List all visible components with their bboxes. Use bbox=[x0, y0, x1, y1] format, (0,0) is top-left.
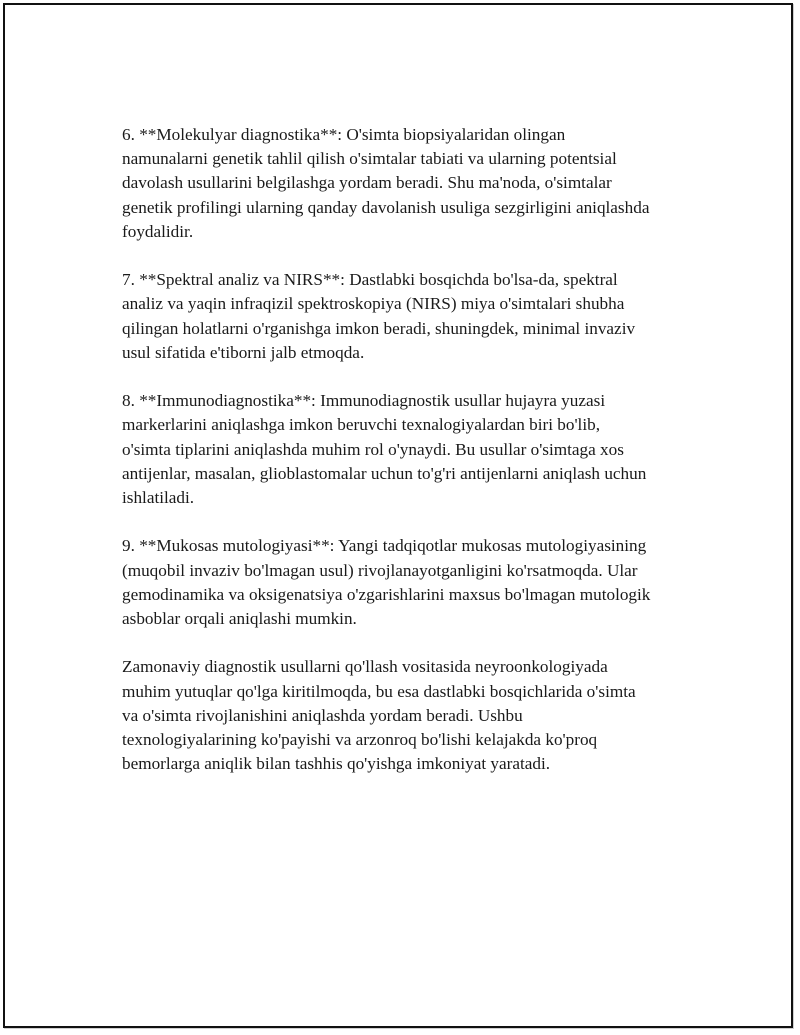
paragraph-immunodiagnostics: 8. **Immunodiagnostika**: Immunodiagnostik usullar hujayra yuzasi markerlarini aniqlashga imkon beruvchi texnalogiyalardan biri bo'lib, o'simta tiplarini aniqlashda muhim rol o'ynaydi. Bu usullar o'simtaga xos antijenlar, masalan, glioblastomalar uchun to'g'ri antijenlarni aniqlash uchun ishlatiladi. bbox=[122, 391, 647, 508]
paragraph-mukosas-mutology: 9. **Mukosas mutologiyasi**: Yangi tadqiqotlar mukosas mutologiyasining (muqobil invaziv bo'lmagan usul) rivojlanayotganligini ko'rsatmoqda. Ular gemodinamika va oksigenatsiya o'zgarishlarini maxsus bo'lmagan mutologik asboblar orqali aniqlashi mumkin. bbox=[122, 536, 651, 629]
paragraph-conclusion: Zamonaviy diagnostik usullarni qo'llash vositasida neyroonkologiyada muhim yutuqlar qo'lga kiritilmoqda, bu esa dastlabki bosqichlarida o'simta va o'simta rivojlanishini aniqlashda yordam beradi. Ushbu texnologiyalarining ko'payishi va arzonroq bo'lishi kelajakda ko'proq bemorlarga aniqlik bilan tashhis qo'yishga imkoniyat yaratadi. bbox=[122, 657, 636, 774]
paragraph-spectral-analysis-nirs: 7. **Spektral analiz va NIRS**: Dastlabki bosqichda bo'lsa-da, spektral analiz va yaqin infraqizil spektroskopiya (NIRS) miya o'simtalari shubha qilingan holatlarni o'rganishga imkon beradi, shuningdek, minimal invaziv usul sifatida e'tiborni jalb etmoqda. bbox=[122, 270, 636, 362]
document-body bbox=[122, 123, 692, 801]
paragraph-molecular-diagnostics: 6. **Molekulyar diagnostika**: O'simta biopsiyalaridan olingan namunalarni genetik tahlil qilish o'simtalar tabiati va ularning potentsial davolash usullarini belgilashga yordam beradi. Shu ma'noda, o'simtalar genetik profilingi ularning qanday davolanish usuliga sezgirligini aniqlashda foydalidir. bbox=[122, 125, 650, 241]
document-page bbox=[3, 3, 793, 1028]
